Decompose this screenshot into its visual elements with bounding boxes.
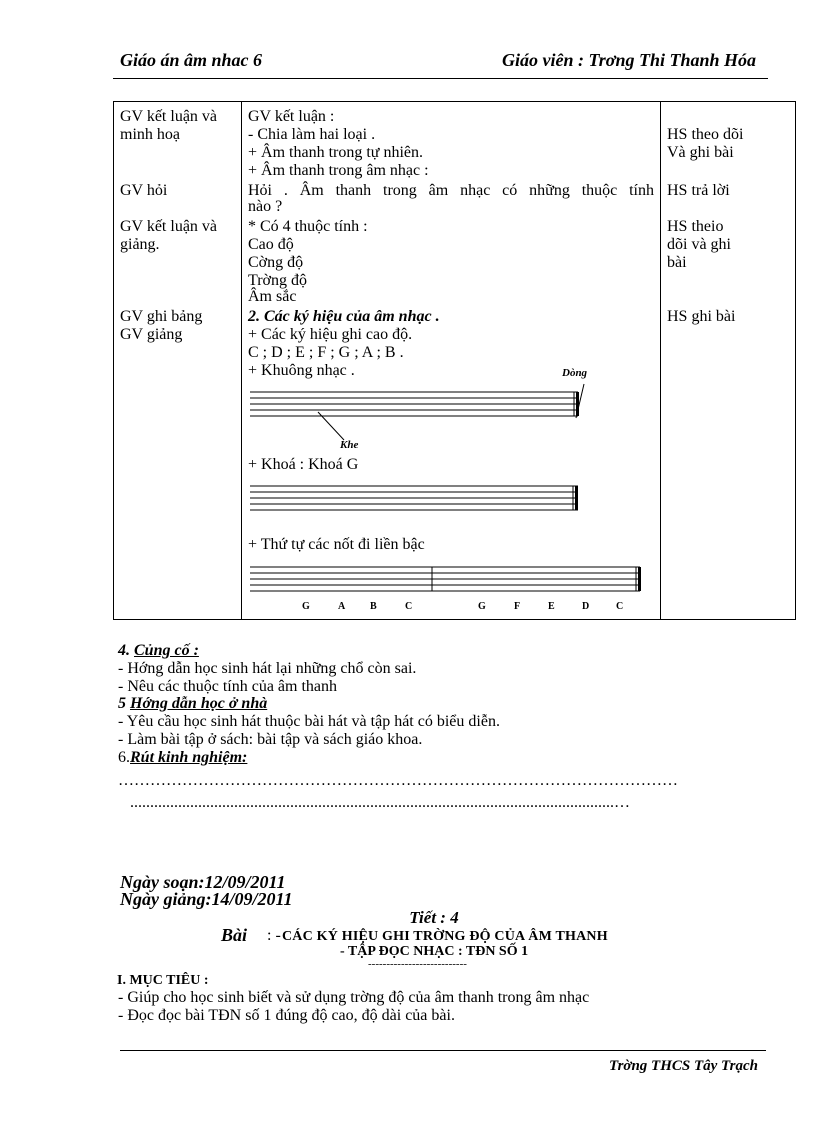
section-5-line: - Yêu cầu học sinh hát thuộc bài hát và tập hát có biểu diễn. bbox=[118, 713, 500, 730]
col3-line: HS theio bbox=[667, 218, 724, 235]
section-6-heading bbox=[118, 749, 247, 767]
ngay-soan: Ngày soạn:12/09/2011 bbox=[120, 872, 286, 892]
section-4-line: - Nêu các thuộc tính của âm thanh bbox=[118, 678, 338, 695]
content-line: Cao độ bbox=[248, 236, 294, 253]
content-line: Cờng độ bbox=[248, 254, 304, 271]
section-5-title: Hớng dẫn học ở nhà bbox=[130, 695, 268, 712]
note-letter: A bbox=[338, 601, 346, 612]
header-right: Giáo viên : Trơng Thi Thanh Hóa bbox=[501, 50, 756, 70]
staff-lines bbox=[250, 392, 578, 416]
content-line: + Âm thanh trong tự nhiên. bbox=[248, 144, 424, 161]
teacher-activity-column bbox=[114, 102, 242, 620]
content-line: Âm sắc bbox=[248, 288, 297, 305]
clef-label: + Khoá : Khoá G bbox=[248, 456, 359, 473]
col3-line: dõi và ghi bbox=[667, 236, 731, 253]
section-4-heading bbox=[118, 642, 199, 660]
col1-line: GV kết luận và bbox=[120, 218, 218, 235]
header-left: Giáo án âm nhac 6 bbox=[120, 50, 263, 70]
bai-separator: : - bbox=[267, 927, 281, 944]
clef-staff bbox=[248, 480, 588, 520]
notes-dots-1: …………………………………………………………………………………………… bbox=[118, 772, 678, 789]
col3-line: HS theo dõi bbox=[667, 126, 744, 143]
section-5-line: - Làm bài tập ở sách: bài tập và sách giáo khoa. bbox=[118, 731, 423, 748]
content-line: Hỏi . Âm thanh trong âm nhạc có những thuộc tính bbox=[248, 182, 654, 199]
pitch-names: C ; D ; E ; F ; G ; A ; B . bbox=[248, 344, 404, 361]
note-letter: B bbox=[370, 601, 377, 612]
goal-line: - Đọc đọc bài TĐN số 1 đúng độ cao, độ dài của bài. bbox=[118, 1007, 455, 1024]
content-line: - Chia làm hai loại . bbox=[248, 126, 376, 143]
goals-heading: I. MỤC TIÊU : bbox=[117, 973, 209, 988]
section-5-number: 5 bbox=[118, 695, 126, 712]
lesson-table bbox=[113, 101, 796, 620]
notes-dots-2: .........................................................................................................................… bbox=[130, 794, 630, 811]
lesson-title-1: CÁC KÝ HIỆU GHI TRỜNG ĐỘ CỦA ÂM THANH bbox=[282, 929, 608, 944]
col3-line: bài bbox=[667, 254, 687, 271]
col1-line: GV giảng bbox=[120, 326, 183, 343]
section-4-number: 4. bbox=[118, 642, 130, 659]
note-letter: C bbox=[405, 601, 413, 612]
order-label: + Thứ tự các nốt đi liền bậc bbox=[248, 536, 425, 553]
section-4-line: - Hớng dẫn học sinh hát lại những chổ còn sai. bbox=[118, 660, 417, 677]
note-letter: C bbox=[616, 601, 624, 612]
content-line: Trờng độ bbox=[248, 272, 307, 289]
note-letter: G bbox=[478, 601, 486, 612]
tiet-number: Tiết : 4 bbox=[409, 908, 459, 927]
label-dong: Dòng bbox=[562, 367, 588, 379]
col1-line: GV ghi bảng bbox=[120, 308, 203, 325]
section-6-title: Rút kinh nghiệm: bbox=[130, 749, 248, 766]
content-line: GV kết luận : bbox=[248, 108, 335, 125]
section-6-number: 6. bbox=[118, 749, 130, 766]
col1-line: GV kết luận và bbox=[120, 108, 218, 125]
student-activity-column bbox=[661, 102, 796, 620]
pitch-label: + Các ký hiệu ghi cao độ. bbox=[248, 326, 413, 343]
content-line: nào ? bbox=[248, 198, 283, 215]
content-column bbox=[242, 102, 661, 620]
staff-diagram bbox=[248, 360, 588, 450]
content-line: * Có 4 thuộc tính : bbox=[248, 218, 368, 235]
goal-line: - Giúp cho học sinh biết và sử dụng trờng độ của âm thanh trong âm nhạc bbox=[118, 989, 590, 1006]
section-4-title: Củng cố : bbox=[134, 642, 199, 659]
footer-school: Trờng THCS Tây Trạch bbox=[608, 1058, 758, 1074]
col3-line: Và ghi bài bbox=[667, 144, 734, 161]
label-khe: Khe bbox=[340, 439, 359, 450]
ngay-giang: Ngày giảng:14/09/2011 bbox=[120, 889, 293, 909]
note-order-staff bbox=[248, 561, 648, 615]
note-letter: D bbox=[582, 601, 590, 612]
note-letter: E bbox=[548, 601, 555, 612]
col1-line: GV hỏi bbox=[120, 182, 168, 199]
section-title: 2. Các ký hiệu của âm nhạc . bbox=[248, 308, 440, 325]
content-line: + Âm thanh trong âm nhạc : bbox=[248, 162, 429, 179]
col3-line: HS trả lời bbox=[667, 182, 730, 199]
staff-label: + Khuông nhạc . bbox=[248, 362, 355, 379]
header-rule bbox=[113, 78, 768, 79]
title-divider: --------------------------- bbox=[368, 958, 467, 970]
col1-line: minh hoạ bbox=[120, 126, 180, 143]
col3-line: HS ghi bài bbox=[667, 308, 736, 325]
bai-label: Bài bbox=[221, 925, 248, 945]
lesson-title-2: - TẬP ĐỌC NHẠC : TĐN SỐ 1 bbox=[340, 944, 529, 959]
note-letter: G bbox=[302, 601, 310, 612]
section-5-heading bbox=[118, 695, 267, 713]
col1-line: giảng. bbox=[120, 236, 160, 253]
footer-rule bbox=[120, 1050, 766, 1051]
note-letter: F bbox=[514, 601, 521, 612]
